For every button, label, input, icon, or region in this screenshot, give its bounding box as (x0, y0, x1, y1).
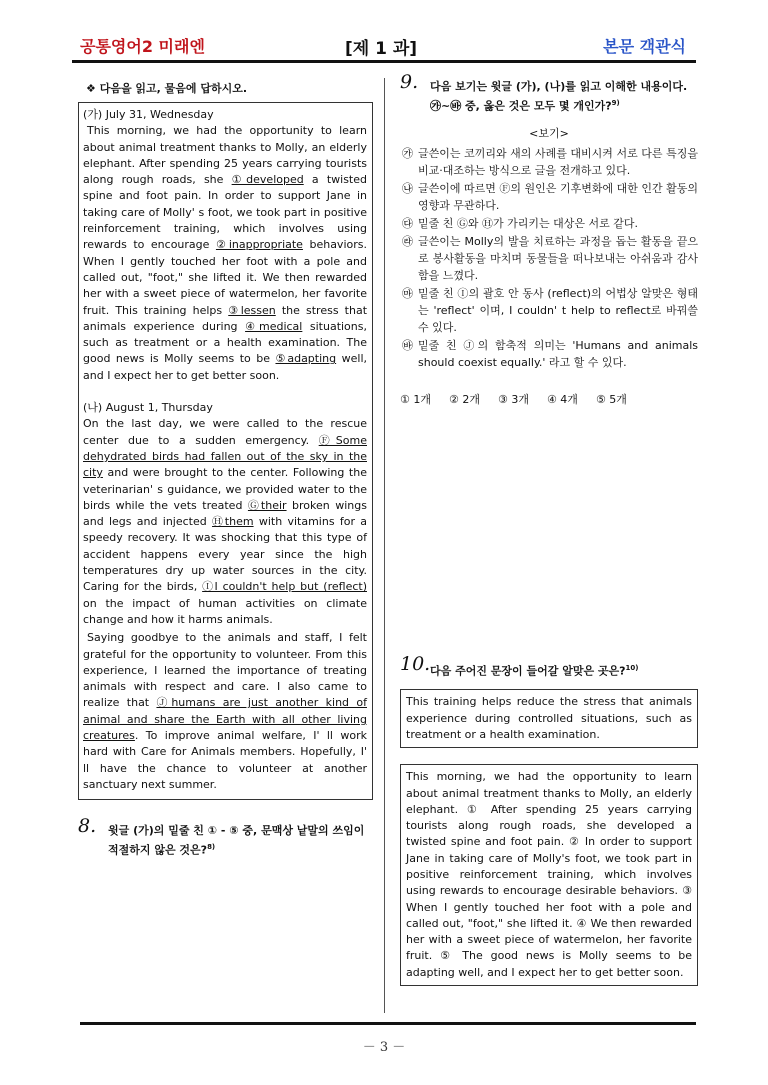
passage-na-text: On the last day, we were called to the rescue center due to a sudden emergency. ⒻSome dehydrated birds had fallen out of the sky in the city and were brought to the center. Following the veterinarian' s guidance, we provided water to the birds while the vets treated Ⓖtheir broken wings and legs and injected Ⓗthem with vitamins for a speedy recovery. It was shocking that this type of accident happens every year since the high temperatures dry up water sources in the city. Caring for the birds, ⒾI couldn't help but (reflect) on the impact of human activities on climate change and how it harms animals. (83, 417, 367, 626)
passage-na-heading: (나) August 1, Thursday (83, 401, 213, 415)
choice-5[interactable]: ⑤ 5개 (595, 392, 627, 406)
underline-G: Ⓖtheir (247, 498, 287, 512)
underline-F: ⒻSome dehydrated birds had fallen out of the sky in the city (83, 433, 367, 480)
statement-na: ㉯ 글쓴이에 따르면 Ⓕ의 원인은 기후변화에 대한 인간 활동의 영향과 무관하다. (402, 181, 698, 212)
choice-1[interactable]: ① 1개 (400, 392, 431, 406)
statement-ra: ㉱ 글쓴이는 Molly의 발을 치료하는 과정을 돕는 활동을 끝으로 봉사활동을 마치며 동물들을 떠나보내는 아쉬움과 감사함을 느꼈다. (402, 234, 698, 282)
instruction: ❖ 다음을 읽고, 물음에 답하시오. (86, 82, 248, 95)
question-10 (400, 652, 698, 680)
question-9-number: 9. (400, 71, 419, 93)
reading-passage (78, 102, 373, 800)
underline-H: Ⓗthem (212, 515, 254, 529)
column-divider (384, 78, 385, 1013)
page-header (70, 30, 698, 60)
choice-2[interactable]: ② 2개 (448, 392, 480, 406)
underline-2: ②inappropriate (215, 238, 303, 252)
statement-ga: ㉮ 글쓴이는 코끼리와 새의 사례를 대비시켜 서로 다른 특징을 비교·대조하는 방식으로 글을 전개하고 있다. (402, 146, 698, 177)
left-column (78, 78, 373, 859)
underline-4: ④medical (245, 319, 303, 333)
choice-3[interactable]: ③ 3개 (497, 392, 529, 406)
passage-ga-heading: (가) July 31, Wednesday (83, 108, 214, 121)
header-rule (72, 60, 696, 63)
right-column (400, 71, 698, 986)
question-10-footnote: 10) (625, 663, 639, 672)
passage-na-text-2: Saying goodbye to the animals and staff, I felt grateful for the opportunity to volunteer. From this experience, I learned the importance of treating animals with respect and care. I also came to realize that Ⓙhumans are just another kind of animal and share the Earth with all other living creatures. To improve animal welfare, I' ll work hard with Care for Animals members. Hopefully, I' ll have the chance to volunteer at another sanctuary next summer. (83, 631, 367, 791)
footer-rule (80, 1022, 696, 1025)
question-8-number: 8. (78, 815, 97, 838)
question-10-passage: This morning, we had the opportunity to learn about animal treatment thanks to Molly, an elderly elephant. ① After spending 25 years carrying tourists along rough roads, she developed a twisted spine and foot pain. ② In order to support Jane in taking care of Molly's foot, we took part in positive reinforcement training, which involves using rewards to encourage desirable behaviors. ③ When I gently touched her foot with a pole and called out, "foot," she lifted it. ④ We then rewarded her with a sweet piece of watermelon, her favorite fruit. ⑤ The good news is Molly seems to be adapting well, and I expect her to get better soon. (400, 764, 698, 986)
passage-ga-text: This morning, we had the opportunity to learn about animal treatment thanks to Molly, an elderly elephant. After spending 25 years carrying tourists along rough roads, she ①developed a twisted spine and foot pain. In order to support Jane in taking care of Molly' s foot, we took part in positive reinforcement training, which involves using rewards to encourage ②inappropriate behaviors. When I gently touched her foot with a pole and called out, "foot," she lifted it. We then rewarded her with a sweet piece of watermelon, her favorite fruit. This training helps ③lessen the stress that animals experience during ④medical situations, such as treatment or a health examination. The good news is Molly seems to be ⑤adapting well, and I expect her to get better soon. (83, 124, 368, 382)
question-10-text: 다음 주어진 문장이 들어갈 알맞은 곳은? (430, 664, 626, 678)
question-9-text: 다음 보기는 윗글 (가), (나)를 읽고 이해한 내용이다. ㉮~㉳ 중, 옳은 것은 모두 몇 개인가? (430, 80, 688, 113)
question-9-choices (400, 391, 698, 407)
section-type: 본문 객관식 (603, 37, 686, 56)
underline-1: ①developed (231, 173, 304, 187)
question-9-footnote: 9) (611, 99, 620, 107)
statement-ma: ㉲ 밑줄 친 Ⓘ의 괄호 안 동사 (reflect)의 어법상 알맞은 형태는 'reflect' 이며, I couldn' t help to reflect로 바꿔쓸 수 있다. (402, 286, 698, 334)
underline-3: ③lessen (228, 303, 276, 317)
page-number: － 3 － (362, 1040, 406, 1055)
given-sentence-box: This training helps reduce the stress that animals experience during controlled situations, such as treatment or a health examination. (400, 689, 698, 748)
underline-5: ⑤adapting (275, 352, 337, 366)
statement-ba: ㉳ 밑줄 친 Ⓙ의 함축적 의미는 'Humans and animals should coexist equally.' 라고 할 수 있다. (402, 338, 698, 369)
textbook-title: 공통영어2 미래엔 (80, 37, 205, 56)
question-8-text: 윗글 (가)의 밑줄 친 ① - ⑤ 중, 문맥상 낱말의 쓰임이 적절하지 않은 것은? (108, 824, 365, 857)
bogi-title: <보기> (529, 126, 569, 140)
statement-da: ㉰ 밑줄 친 Ⓖ와 Ⓗ가 가리키는 대상은 서로 같다. (402, 216, 638, 230)
question-10-number: 10. (400, 652, 431, 675)
choice-4[interactable]: ④ 4개 (546, 392, 578, 406)
question-8-footnote: 8) (207, 843, 216, 852)
underline-I: ⒾI couldn't help but (reflect) (202, 580, 367, 594)
question-8 (78, 815, 373, 859)
lesson-number: [제 1 과] (345, 39, 418, 59)
underline-J: Ⓙhumans are just another kind of animal and share the Earth with all other living creatures (83, 696, 367, 742)
question-9 (400, 71, 698, 115)
